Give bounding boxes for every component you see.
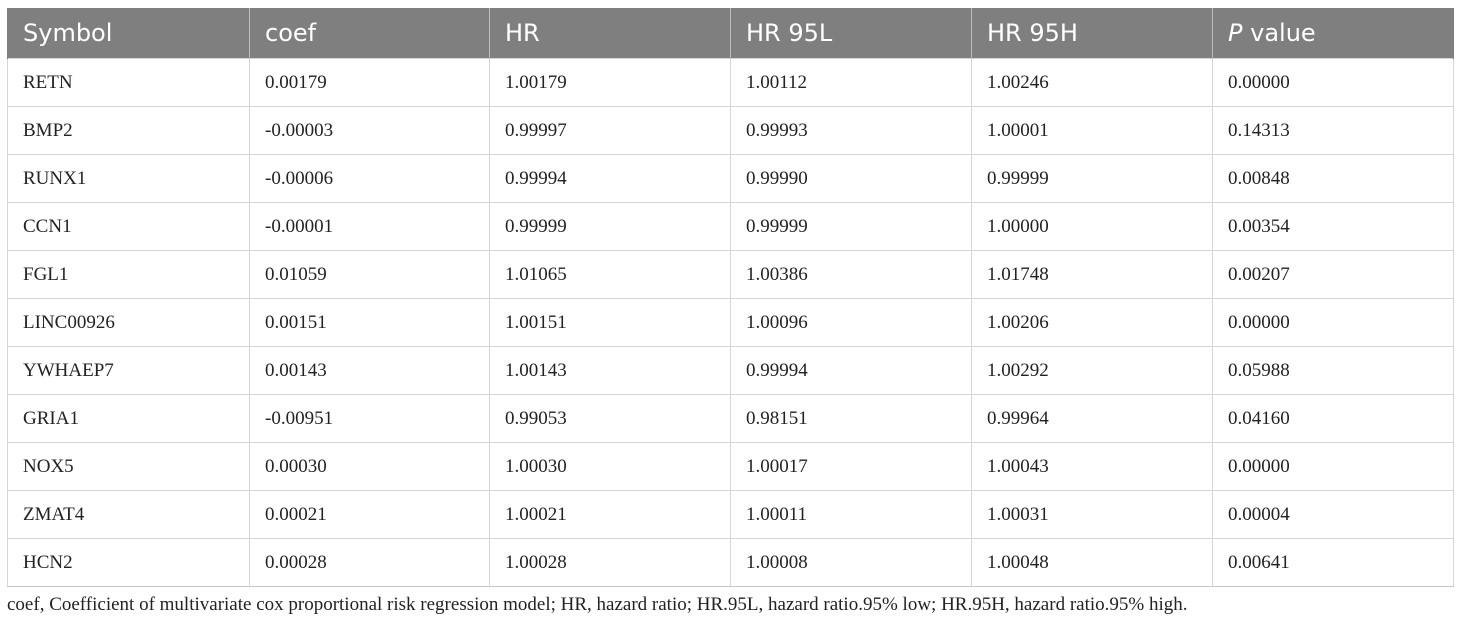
cell-p-value: 0.00354 bbox=[1213, 203, 1454, 251]
header-hr: HR bbox=[490, 8, 731, 59]
cell-coef: 0.00028 bbox=[250, 539, 490, 587]
cell-symbol: HCN2 bbox=[8, 539, 250, 587]
cell-coef: 0.00021 bbox=[250, 491, 490, 539]
cell-p-value: 0.00000 bbox=[1213, 443, 1454, 491]
cell-p-value: 0.00641 bbox=[1213, 539, 1454, 587]
table-row bbox=[8, 251, 1454, 299]
cell-p-value: 0.00848 bbox=[1213, 155, 1454, 203]
cell-hr-95h: 1.01748 bbox=[972, 251, 1213, 299]
cell-hr: 0.99994 bbox=[490, 155, 731, 203]
cell-hr: 1.00021 bbox=[490, 491, 731, 539]
cell-hr-95h: 1.00246 bbox=[972, 59, 1213, 107]
cell-hr-95l: 0.99993 bbox=[731, 107, 972, 155]
cell-hr: 1.00179 bbox=[490, 59, 731, 107]
table-body bbox=[8, 59, 1454, 587]
cell-symbol: RETN bbox=[8, 59, 250, 107]
cell-symbol: CCN1 bbox=[8, 203, 250, 251]
table-row bbox=[8, 539, 1454, 587]
header-value-word: value bbox=[1250, 19, 1316, 47]
cell-hr-95h: 1.00043 bbox=[972, 443, 1213, 491]
cell-hr-95l: 1.00008 bbox=[731, 539, 972, 587]
cell-p-value: 0.05988 bbox=[1213, 347, 1454, 395]
cell-symbol: RUNX1 bbox=[8, 155, 250, 203]
cell-p-value: 0.00004 bbox=[1213, 491, 1454, 539]
cell-coef: 0.01059 bbox=[250, 251, 490, 299]
header-p-symbol: P bbox=[1228, 19, 1243, 47]
cell-hr: 0.99997 bbox=[490, 107, 731, 155]
header-p-value bbox=[1213, 8, 1454, 59]
table-row bbox=[8, 155, 1454, 203]
table-row bbox=[8, 395, 1454, 443]
table-row bbox=[8, 59, 1454, 107]
cell-hr: 1.00030 bbox=[490, 443, 731, 491]
table-header bbox=[8, 8, 1454, 59]
cell-coef: 0.00179 bbox=[250, 59, 490, 107]
cell-hr-95h: 1.00000 bbox=[972, 203, 1213, 251]
cell-p-value: 0.00000 bbox=[1213, 59, 1454, 107]
cell-coef: 0.00030 bbox=[250, 443, 490, 491]
cell-hr-95h: 1.00031 bbox=[972, 491, 1213, 539]
cell-coef: 0.00151 bbox=[250, 299, 490, 347]
cell-symbol: FGL1 bbox=[8, 251, 250, 299]
cell-symbol: BMP2 bbox=[8, 107, 250, 155]
cell-symbol: YWHAEP7 bbox=[8, 347, 250, 395]
cell-coef: -0.00951 bbox=[250, 395, 490, 443]
cell-coef: -0.00003 bbox=[250, 107, 490, 155]
cell-hr-95l: 1.00386 bbox=[731, 251, 972, 299]
cell-p-value: 0.00000 bbox=[1213, 299, 1454, 347]
table-footnote: coef, Coefficient of multivariate cox proportional risk regression model; HR, hazard ratio; HR.95L, hazard ratio.95% low; HR.95H, hazard ratio.95% high. bbox=[7, 594, 1188, 615]
cell-hr: 1.00143 bbox=[490, 347, 731, 395]
cell-hr: 0.99053 bbox=[490, 395, 731, 443]
cell-p-value: 0.14313 bbox=[1213, 107, 1454, 155]
cell-p-value: 0.00207 bbox=[1213, 251, 1454, 299]
cell-hr-95h: 0.99999 bbox=[972, 155, 1213, 203]
cell-hr-95h: 1.00292 bbox=[972, 347, 1213, 395]
cell-hr-95h: 1.00048 bbox=[972, 539, 1213, 587]
cell-hr-95h: 1.00206 bbox=[972, 299, 1213, 347]
cell-hr-95l: 0.99999 bbox=[731, 203, 972, 251]
cell-hr-95l: 1.00096 bbox=[731, 299, 972, 347]
table-row bbox=[8, 107, 1454, 155]
header-hr-95l: HR 95L bbox=[731, 8, 972, 59]
table-row bbox=[8, 443, 1454, 491]
cell-hr-95l: 1.00112 bbox=[731, 59, 972, 107]
cell-symbol: LINC00926 bbox=[8, 299, 250, 347]
table-row bbox=[8, 347, 1454, 395]
cell-hr-95l: 1.00017 bbox=[731, 443, 972, 491]
cell-symbol: GRIA1 bbox=[8, 395, 250, 443]
table-row bbox=[8, 203, 1454, 251]
header-symbol: Symbol bbox=[8, 8, 250, 59]
header-row bbox=[8, 8, 1454, 59]
cell-hr: 1.01065 bbox=[490, 251, 731, 299]
header-coef: coef bbox=[250, 8, 490, 59]
results-table-container bbox=[7, 8, 1453, 587]
cell-hr: 0.99999 bbox=[490, 203, 731, 251]
cell-hr-95l: 0.99994 bbox=[731, 347, 972, 395]
cell-hr: 1.00028 bbox=[490, 539, 731, 587]
cell-symbol: ZMAT4 bbox=[8, 491, 250, 539]
cell-hr-95h: 1.00001 bbox=[972, 107, 1213, 155]
cell-hr-95l: 0.98151 bbox=[731, 395, 972, 443]
cox-regression-table bbox=[7, 8, 1454, 587]
cell-hr-95l: 0.99990 bbox=[731, 155, 972, 203]
header-hr-95h: HR 95H bbox=[972, 8, 1213, 59]
cell-coef: -0.00001 bbox=[250, 203, 490, 251]
cell-coef: -0.00006 bbox=[250, 155, 490, 203]
cell-hr-95l: 1.00011 bbox=[731, 491, 972, 539]
cell-hr-95h: 0.99964 bbox=[972, 395, 1213, 443]
cell-hr: 1.00151 bbox=[490, 299, 731, 347]
table-row bbox=[8, 491, 1454, 539]
cell-symbol: NOX5 bbox=[8, 443, 250, 491]
cell-p-value: 0.04160 bbox=[1213, 395, 1454, 443]
table-row bbox=[8, 299, 1454, 347]
cell-coef: 0.00143 bbox=[250, 347, 490, 395]
